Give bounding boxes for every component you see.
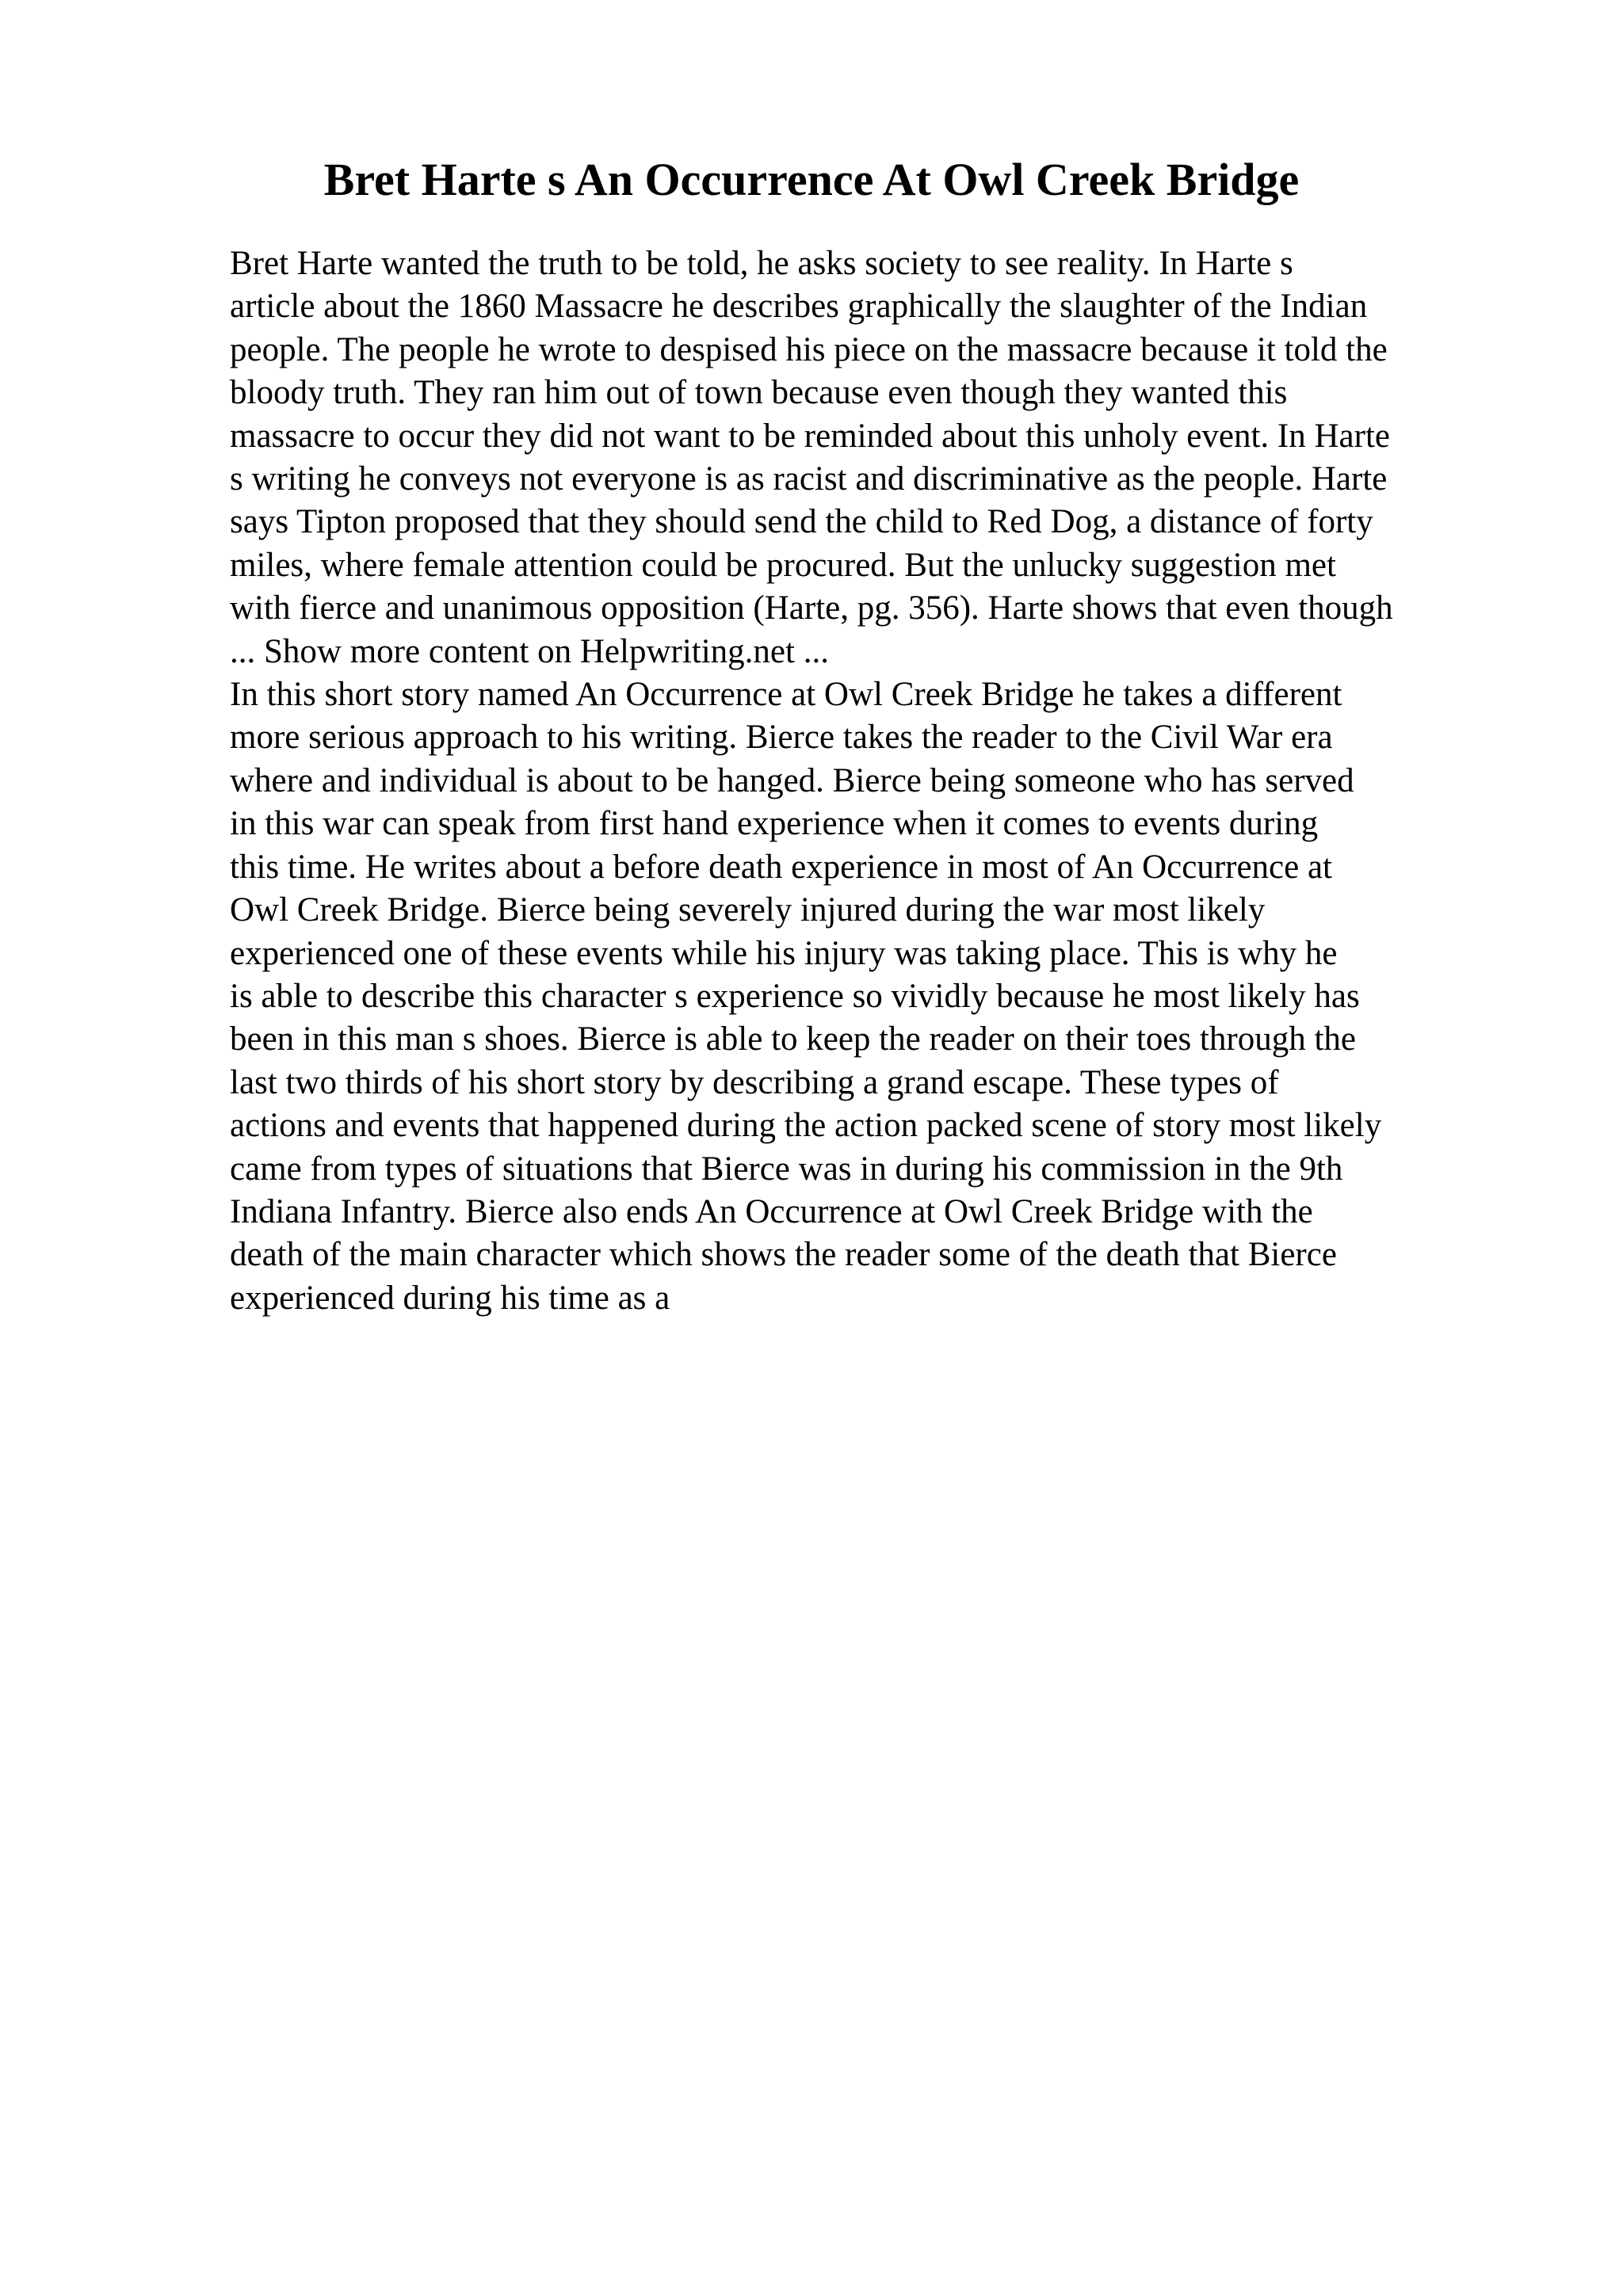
text-line: Bret Harte wanted the truth to be told, he asks society to see reality. In Harte s — [230, 245, 1293, 282]
text-line: experienced during his time as a — [230, 1279, 670, 1317]
text-line: experienced one of these events while his injury was taking place. This is why he — [230, 934, 1338, 972]
text-line: massacre to occur they did not want to be reminded about this unholy event. In Harte — [230, 417, 1390, 455]
text-line: Indiana Infantry. Bierce also ends An Occurrence at Owl Creek Bridge with the — [230, 1192, 1313, 1230]
text-line: this time. He writes about a before death experience in most of An Occurrence at — [230, 848, 1332, 886]
text-line: bloody truth. They ran him out of town because even though they wanted this — [230, 374, 1288, 412]
text-line: s writing he conveys not everyone is as racist and discriminative as the people. Harte — [230, 460, 1388, 498]
text-line: actions and events that happened during the action packed scene of story most likely — [230, 1107, 1382, 1145]
text-line: people. The people he wrote to despised his piece on the massacre because it told the — [230, 330, 1388, 368]
text-line: last two thirds of his short story by describing a grand escape. These types of — [230, 1063, 1279, 1101]
text-line: been in this man s shoes. Bierce is able to keep the reader on their toes through the — [230, 1020, 1356, 1058]
document-body — [230, 242, 1514, 1320]
text-line: says Tipton proposed that they should send the child to Red Dog, a distance of forty — [230, 503, 1373, 541]
text-line: article about the 1860 Massacre he describes graphically the slaughter of the Indian — [230, 288, 1368, 326]
text-line: in this war can speak from first hand experience when it comes to events during — [230, 805, 1319, 843]
text-line: In this short story named An Occurrence at Owl Creek Bridge he takes a different — [230, 676, 1342, 714]
document-title: Bret Harte s An Occurrence At Owl Creek Bridge — [323, 154, 1300, 205]
text-line: miles, where female attention could be procured. But the unlucky suggestion met — [230, 546, 1336, 584]
text-line: with fierce and unanimous opposition (Harte, pg. 356). Harte shows that even though — [230, 589, 1393, 627]
text-line: death of the main character which shows the reader some of the death that Bierce — [230, 1236, 1337, 1274]
show-more-link[interactable]: ... Show more content on Helpwriting.net ... — [230, 632, 829, 670]
text-line: Owl Creek Bridge. Bierce being severely injured during the war most likely — [230, 891, 1266, 929]
text-line: came from types of situations that Bierce was in during his commission in the 9th — [230, 1150, 1343, 1188]
text-line: more serious approach to his writing. Bierce takes the reader to the Civil War era — [230, 719, 1333, 757]
text-line: is able to describe this character s experience so vividly because he most likely has — [230, 977, 1360, 1015]
text-line: where and individual is about to be hanged. Bierce being someone who has served — [230, 761, 1354, 799]
